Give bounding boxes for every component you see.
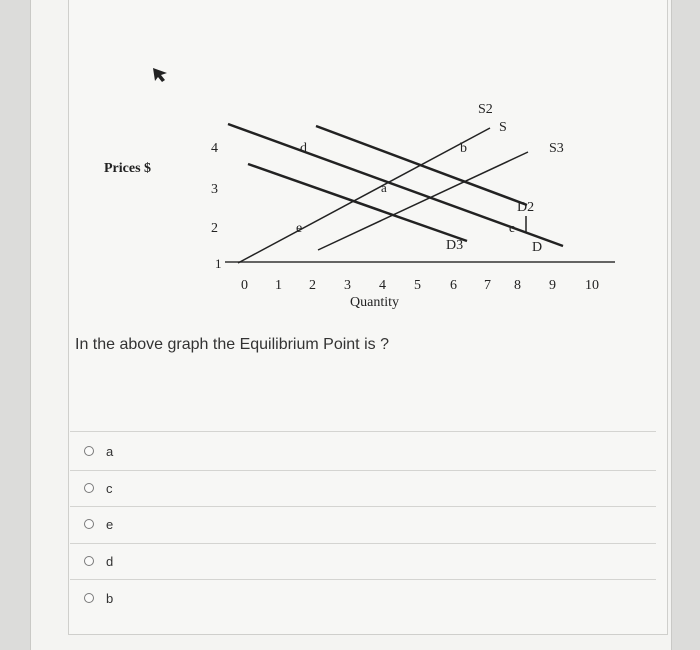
point-label-c: c (509, 220, 515, 235)
radio-button[interactable] (84, 556, 94, 566)
label-d: D (532, 240, 543, 255)
point-label-d: d (300, 141, 307, 156)
option-a[interactable] (70, 433, 655, 469)
option-label: a (106, 443, 114, 459)
x-tick-4: 4 (379, 278, 386, 293)
option-label: d (106, 553, 114, 569)
question-text: In the above graph the Equilibrium Point is ? (75, 336, 389, 353)
option-label: e (106, 516, 114, 532)
radio-button[interactable] (84, 483, 94, 493)
y-tick-3: 3 (211, 182, 218, 197)
radio-button[interactable] (84, 593, 94, 603)
option-label: c (106, 480, 113, 496)
option-b[interactable] (70, 580, 655, 616)
option-c[interactable] (70, 470, 655, 506)
x-tick-1: 1 (275, 278, 282, 293)
point-label-b: b (460, 141, 467, 156)
x-tick-7: 7 (484, 278, 491, 293)
divider (70, 431, 656, 432)
point-label-a: a (381, 180, 387, 195)
demand-curve-d3 (248, 164, 467, 241)
x-tick-5: 5 (414, 278, 421, 293)
x-tick-8: 8 (514, 278, 521, 293)
y-tick-2: 2 (211, 221, 218, 236)
label-s: S (499, 120, 507, 135)
label-s2: S2 (478, 102, 493, 117)
option-d[interactable] (70, 543, 655, 579)
label-d3: D3 (446, 238, 464, 253)
label-d2: D2 (517, 200, 535, 215)
option-e[interactable] (70, 506, 655, 542)
radio-button[interactable] (84, 519, 94, 529)
radio-button[interactable] (84, 446, 94, 456)
x-axis-label: Quantity (350, 295, 399, 310)
label-s3: S3 (549, 141, 564, 156)
x-tick-3: 3 (344, 278, 351, 293)
x-tick-0: 0 (241, 278, 248, 293)
x-tick-10: 10 (585, 278, 599, 293)
x-tick-2: 2 (309, 278, 316, 293)
y-axis-label: Prices $ (104, 161, 152, 176)
y-tick-4: 4 (211, 141, 218, 156)
option-label: b (106, 590, 114, 606)
x-tick-9: 9 (549, 278, 556, 293)
x-tick-6: 6 (450, 278, 457, 293)
y-tick-1: 1 (215, 256, 222, 271)
cursor-icon (153, 68, 167, 82)
point-label-e: e (296, 221, 303, 236)
